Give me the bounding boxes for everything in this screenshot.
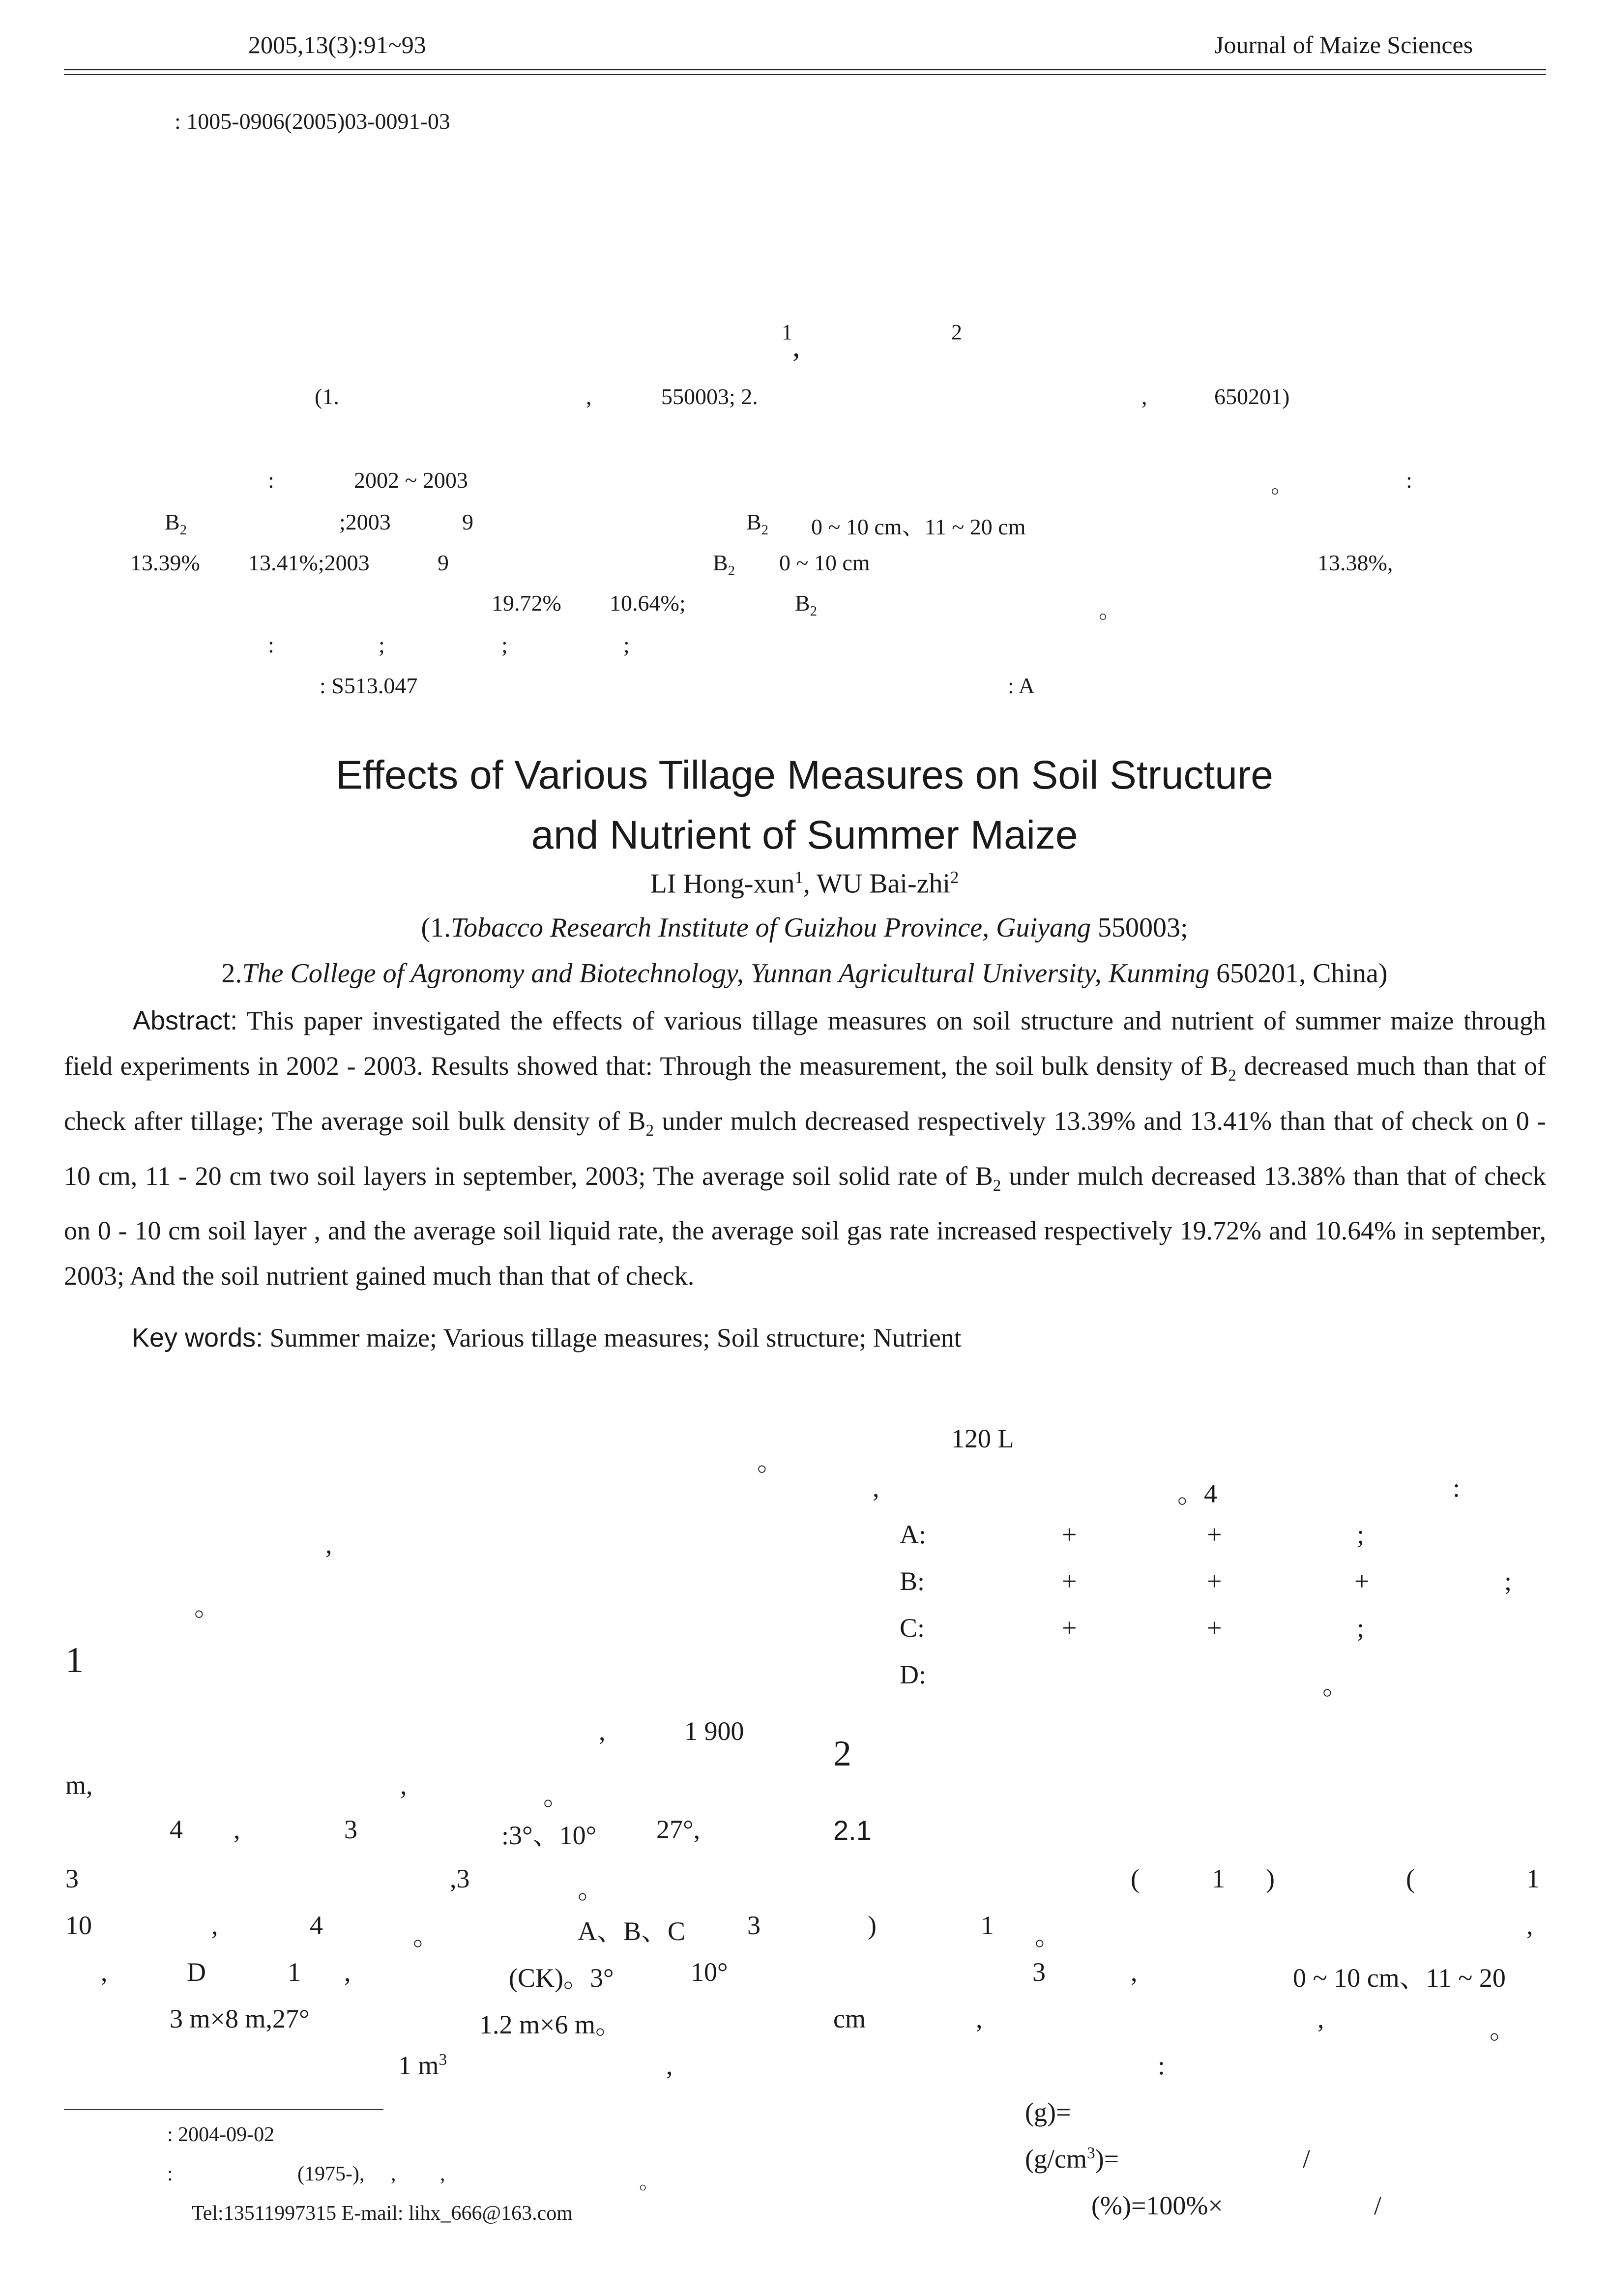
cn-abstract-frag: 。 bbox=[1099, 598, 1121, 623]
cn-abstract-frag: 9 bbox=[438, 550, 449, 575]
cn-classification: : S513.047 bbox=[320, 673, 418, 698]
body-frag: 1 bbox=[1526, 1864, 1540, 1893]
body-frag: 0 ~ 10 cm、11 ~ 20 bbox=[1293, 1963, 1506, 1993]
body-frag: + bbox=[1207, 1566, 1222, 1596]
body-frag: , bbox=[234, 1815, 240, 1844]
body-frag: 10° bbox=[691, 1957, 728, 1987]
cn-abstract-frag: $B_2$ bbox=[795, 590, 817, 619]
cn-abstract-frag: : bbox=[1406, 468, 1412, 493]
cn-abstract-frag: $B_2$ bbox=[713, 550, 735, 579]
cn-keywords-frag: : bbox=[268, 632, 274, 657]
formula-percent: (%)=100%× bbox=[1091, 2191, 1223, 2220]
cn-abstract-frag: $B_2$ bbox=[746, 509, 768, 538]
body-frag: 4 bbox=[170, 1815, 183, 1844]
cn-keywords-frag: ; bbox=[501, 632, 508, 657]
body-frag: , bbox=[400, 1770, 407, 1800]
en-title-line1: Effects of Various Tillage Measures on Soil Structure bbox=[336, 753, 1273, 797]
cn-abstract-frag: ;2003 bbox=[339, 509, 391, 534]
body-frag: 3 bbox=[747, 1911, 761, 1940]
body-frag: 3 bbox=[344, 1815, 357, 1844]
body-frag: 1 $m^3$ bbox=[398, 2051, 447, 2080]
cn-abstract-frag: 0 ~ 10 cm、11 ~ 20 cm bbox=[811, 514, 1026, 539]
body-frag: 3 m×8 m,27° bbox=[170, 2004, 310, 2033]
body-frag: ; bbox=[1357, 1613, 1365, 1643]
body-frag: + bbox=[1207, 1613, 1222, 1643]
cn-abstract-frag: 19.72% bbox=[492, 590, 561, 616]
en-title-line2: and Nutrient of Summer Maize bbox=[531, 813, 1078, 857]
body-frag: 1.2 m×6 m。 bbox=[479, 2010, 622, 2039]
cn-abstract-frag: 13.41%;2003 bbox=[248, 550, 370, 575]
body-frag: + bbox=[1062, 1566, 1077, 1596]
cn-abstract-frag: 0 ~ 10 cm bbox=[779, 550, 870, 575]
body-frag: 。 bbox=[757, 1447, 784, 1476]
body-frag: + bbox=[1062, 1613, 1077, 1643]
body-frag: 1 bbox=[981, 1911, 994, 1940]
footnote-rule bbox=[64, 2109, 383, 2110]
footnote-bio: (1975-), bbox=[297, 2163, 365, 2185]
body-frag: , bbox=[344, 1957, 351, 1987]
cn-abstract-frag: : bbox=[268, 468, 274, 493]
body-frag: + bbox=[1062, 1520, 1077, 1549]
body-frag: m, bbox=[65, 1770, 93, 1800]
body-frag: D bbox=[187, 1957, 206, 1987]
header-citation: 2005,13(3):91~93 bbox=[248, 31, 426, 59]
body-frag: 。4 bbox=[1177, 1479, 1217, 1508]
en-authors: LI Hong-xun$^1$, WU Bai-zhi$^2$ bbox=[650, 868, 959, 899]
article-number: : 1005-0906(2005)03-0091-03 bbox=[175, 109, 450, 134]
cn-affil-part: (1. bbox=[315, 384, 339, 409]
cn-abstract-frag: 9 bbox=[462, 509, 473, 534]
body-frag: , bbox=[873, 1473, 879, 1502]
body-frag: ; bbox=[1504, 1566, 1512, 1596]
subsection-heading-2-1: 2.1 bbox=[833, 1815, 872, 1846]
body-frag: + bbox=[1354, 1566, 1370, 1596]
body-frag: 。 bbox=[1322, 1671, 1349, 1700]
body-frag: cm bbox=[833, 2004, 866, 2033]
body-frag: ; bbox=[1357, 1520, 1365, 1549]
body-frag: + bbox=[1207, 1520, 1222, 1549]
body-frag: 3 bbox=[65, 1864, 79, 1893]
cn-abstract-frag: 13.38%, bbox=[1317, 550, 1393, 575]
cn-affil-part: 650201) bbox=[1214, 384, 1290, 409]
body-frag: 。 bbox=[1035, 1921, 1061, 1951]
footnote-bio: , bbox=[391, 2163, 396, 2185]
section-heading-2: 2 bbox=[833, 1734, 851, 1774]
body-frag: ,3 bbox=[450, 1864, 470, 1893]
footnote-bio: : bbox=[167, 2163, 173, 2185]
body-frag: : bbox=[1453, 1473, 1461, 1502]
body-frag: 3 bbox=[1032, 1957, 1046, 1987]
treatment-d-label: D: bbox=[900, 1660, 926, 1689]
body-frag: (CK)。3° bbox=[509, 1963, 614, 1993]
formula-bulk-density: $(g/cm^3)=$ bbox=[1025, 2144, 1119, 2174]
body-frag: :3°、10° bbox=[501, 1821, 597, 1850]
body-frag: ( bbox=[1131, 1864, 1140, 1893]
footnote-bio: , bbox=[440, 2163, 445, 2185]
body-frag: 1 bbox=[288, 1957, 301, 1987]
body-frag: 4 bbox=[310, 1911, 323, 1940]
section-heading-1: 1 bbox=[65, 1640, 84, 1680]
body-frag: 。 bbox=[1490, 2015, 1516, 2044]
body-frag: ) bbox=[1266, 1864, 1275, 1893]
cn-abstract-frag: 13.39% bbox=[130, 550, 200, 575]
footnote-contact: Tel:13511997315 E-mail: lihx_666@163.com bbox=[192, 2202, 573, 2225]
body-frag: 1 bbox=[1212, 1864, 1225, 1893]
body-frag: A、B、C bbox=[578, 1916, 686, 1946]
en-affiliation-1: (1.Tobacco Research Institute of Guizhou Province, Guiyang 550003; bbox=[421, 913, 1188, 943]
cn-abstract-frag: $B_2$ bbox=[165, 509, 187, 538]
body-frag: , bbox=[976, 2004, 983, 2033]
body-frag: 10 bbox=[65, 1911, 92, 1940]
cn-affil-part: , bbox=[586, 384, 592, 409]
cn-keywords-frag: ; bbox=[623, 632, 630, 657]
footnote-bio: 。 bbox=[639, 2171, 660, 2194]
body-frag: 。 bbox=[578, 1875, 604, 1904]
cn-abstract-frag: 10.64%; bbox=[610, 590, 686, 616]
cn-abstract-frag: 。 bbox=[1271, 472, 1293, 498]
header-rule-top bbox=[64, 69, 1546, 70]
formula-slash: / bbox=[1303, 2144, 1311, 2174]
abstract-label: Abstract: bbox=[133, 1006, 238, 1035]
header-journal: Journal of Maize Sciences bbox=[1214, 31, 1473, 59]
cn-keywords-frag: ; bbox=[379, 632, 385, 657]
body-frag: ) bbox=[868, 1911, 877, 1940]
body-frag: , bbox=[1317, 2004, 1324, 2033]
body-frag: , bbox=[211, 1911, 218, 1940]
treatment-a-label: A: bbox=[900, 1520, 926, 1549]
cn-doc-code: : A bbox=[1008, 673, 1035, 698]
body-frag: : bbox=[1158, 2051, 1166, 2080]
body-frag: , bbox=[325, 1530, 332, 1559]
body-frag: 120 L bbox=[951, 1424, 1014, 1453]
body-frag: , bbox=[101, 1957, 108, 1987]
cn-author2-sup: 2 bbox=[951, 320, 962, 344]
body-frag: 。 bbox=[194, 1592, 221, 1621]
body-frag: , bbox=[1526, 1911, 1533, 1940]
footnote-received: : 2004-09-02 bbox=[167, 2123, 275, 2146]
cn-affil-part: 550003; 2. bbox=[661, 384, 758, 409]
body-frag: , bbox=[1131, 1957, 1138, 1987]
en-affiliation-2: 2.The College of Agronomy and Biotechnology, Yunnan Agricultural University, Kunming 650201, China) bbox=[221, 958, 1388, 989]
body-frag: 。 bbox=[413, 1921, 439, 1951]
cn-author-comma: , bbox=[792, 330, 800, 363]
body-frag: 。 bbox=[543, 1781, 570, 1811]
body-frag: 27°, bbox=[656, 1815, 701, 1844]
formula-slash: / bbox=[1374, 2191, 1382, 2220]
cn-abstract-frag: 2002 ~ 2003 bbox=[354, 468, 468, 493]
body-frag: , bbox=[599, 1716, 606, 1746]
treatment-c-label: C: bbox=[900, 1613, 925, 1643]
body-frag: , bbox=[666, 2051, 673, 2080]
treatment-b-label: B: bbox=[900, 1566, 925, 1596]
en-keywords: Key words: Summer maize; Various tillage measures; Soil structure; Nutrient bbox=[132, 1323, 962, 1353]
header-rule-bottom bbox=[64, 74, 1546, 75]
en-abstract: Abstract: This paper investigated the effects of various tillage measures on soil structure and nutrient of summer maize through field experiments in 2002 - 2003. Results showed that: Through the measurement, the soil bulk density of $B_2$ decreased much than that of check after tillage; The average soil bulk density of $B_2$ under mulch decreased respectively 13.39% and 13.41% than that of check on 0 - 10 cm, 11 - 20 cm two soil layers in september, 2003; The average soil solid rate of $B_2$ under mulch decreased 13.38% than that of check on 0 - 10 cm soil layer , and the average soil liquid rate, the average soil gas rate increased respectively 19.72% and 10.64% in september, 2003; And the soil nutrient gained much than that of check. bbox=[64, 1006, 1547, 1291]
body-frag: 1 900 bbox=[684, 1716, 744, 1746]
cn-author1-sup: 1 bbox=[782, 320, 792, 344]
formula-mass: (g)= bbox=[1025, 2097, 1071, 2127]
cn-affil-part: , bbox=[1141, 384, 1147, 409]
body-frag: ( bbox=[1406, 1864, 1415, 1893]
